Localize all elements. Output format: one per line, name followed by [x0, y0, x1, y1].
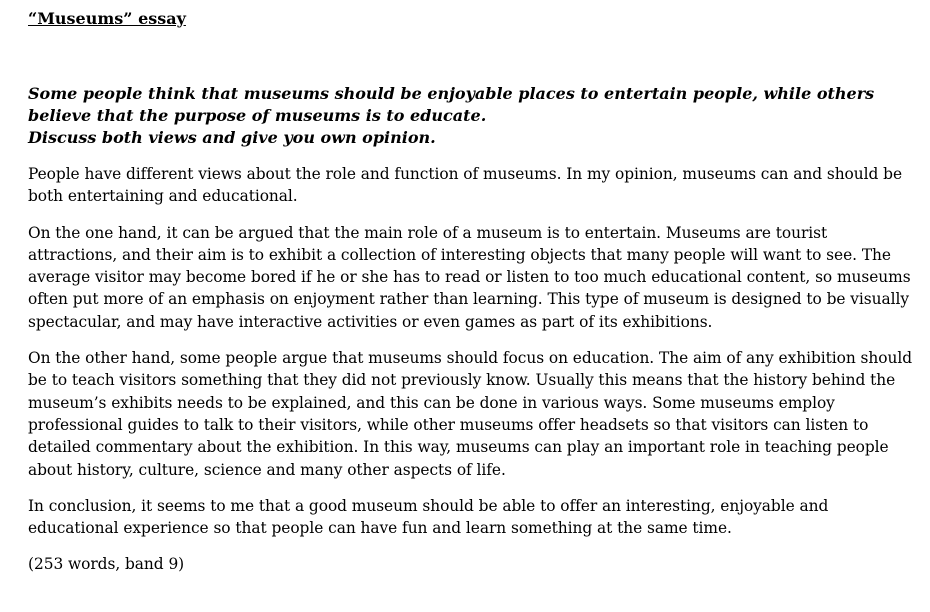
paragraph-conclusion: In conclusion, it seems to me that a good museum should be able to offer an interesting, enjoyable and educational experience so that people can have fun and learn something at the same time. [28, 496, 829, 538]
word-count-note: (253 words, band 9) [28, 555, 185, 574]
prompt-statement: Some people think that museums should be enjoyable places to entertain people, while others believe that the purpose of museums is to educate. [28, 84, 875, 125]
paragraph-education-view: On the other hand, some people argue that museums should focus on education. The aim of any exhibition should be to teach visitors something that they did not previously know. Usually this means that the history behind the museum’s exhibits needs to be explained, and this can be done in various ways. Some museums employ professional guides to talk to their visitors, while other museums offer headsets so that visitors can listen to detailed commentary about the exhibition. In this way, museums can play an important role in teaching people about history, culture, science and many other aspects of life. [28, 349, 913, 479]
prompt-instruction: Discuss both views and give you own opinion. [28, 128, 436, 147]
essay-document [28, 8, 918, 576]
essay-title: “Museums” essay [28, 9, 186, 28]
paragraph-entertainment-view: On the one hand, it can be argued that the main role of a museum is to entertain. Museums are tourist attractions, and their aim is to exhibit a collection of interesting objects that many people will want to see. The average visitor may become bored if he or she has to read or listen to too much educational content, so museums often put more of an emphasis on enjoyment rather than learning. This type of museum is designed to be visually spectacular, and may have interactive activities or even games as part of its exhibitions. [28, 223, 911, 331]
essay-prompt [28, 83, 918, 149]
paragraph-introduction: People have different views about the role and function of museums. In my opinion, museums can and should be both entertaining and educational. [28, 165, 903, 206]
